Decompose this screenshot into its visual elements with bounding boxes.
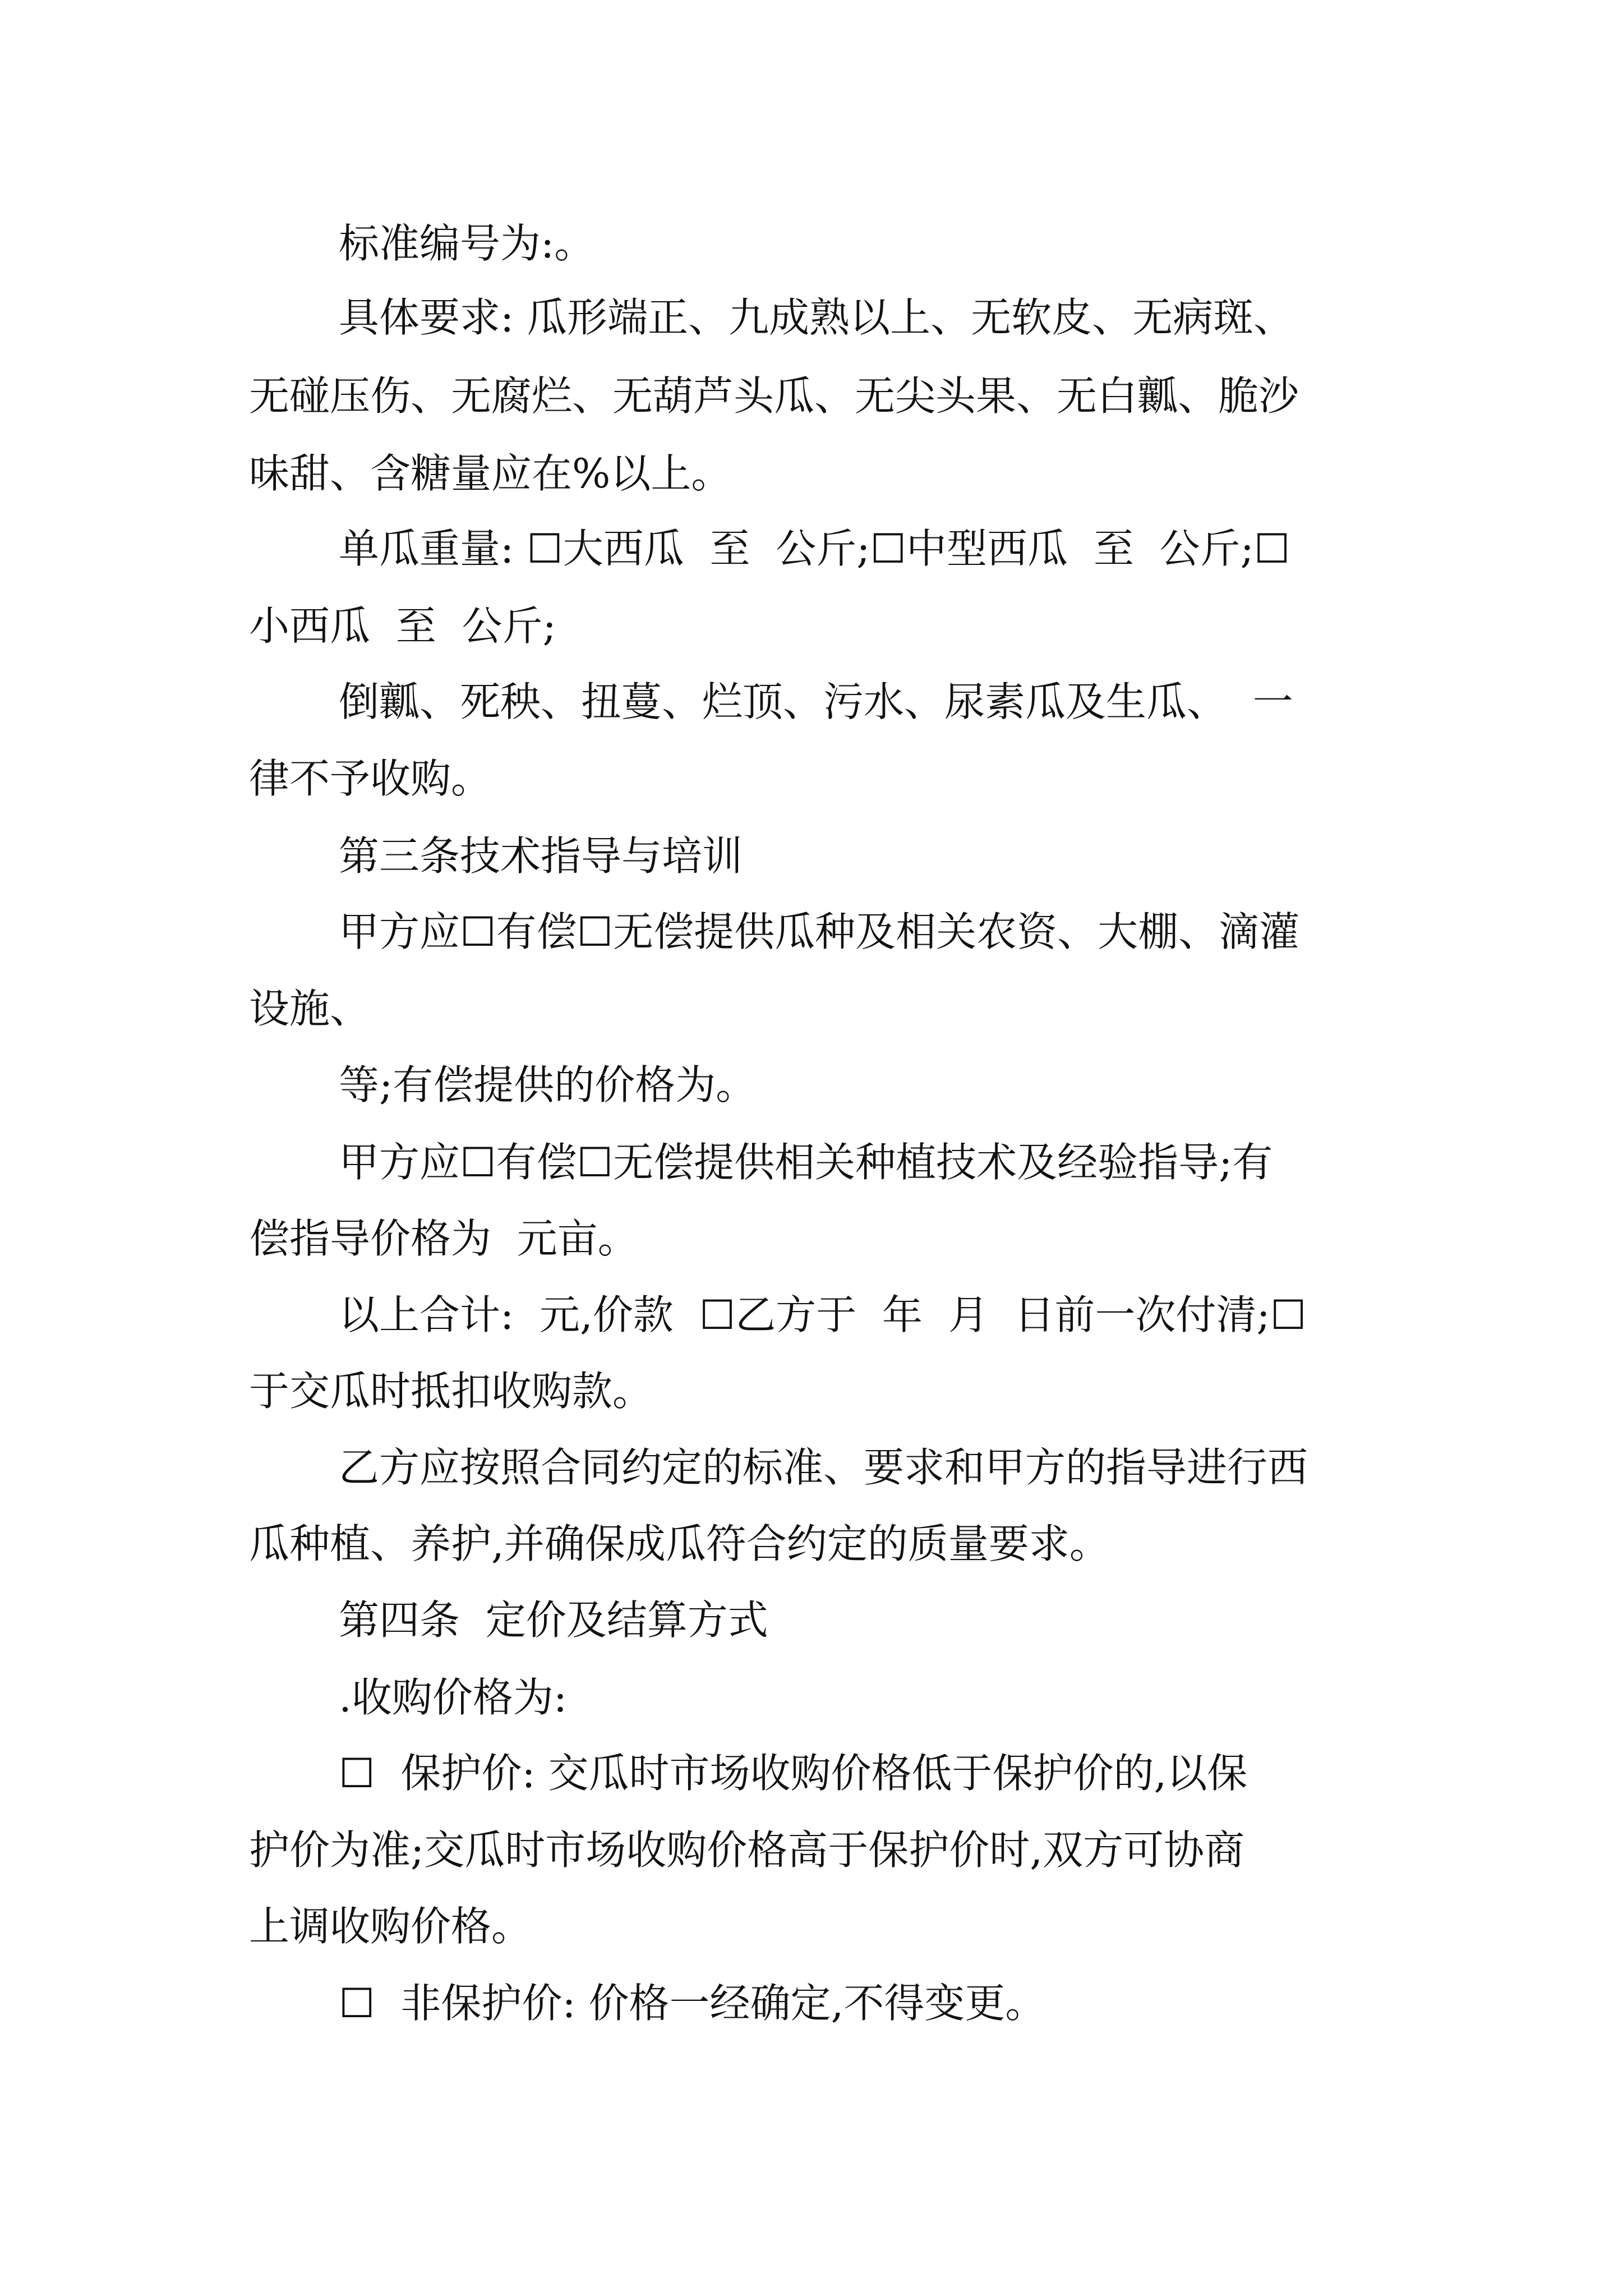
single-melon-weight-line-1: 单瓜重量: ☐大西瓜 至 公斤;☐中型西瓜 至 公斤;☐ (339, 525, 1290, 572)
rejection-line-1: 倒瓤、死秧、扭蔓、烂顶、污水、尿素瓜及生瓜、 一 (339, 678, 1293, 725)
party-b-duty-line-1: 乙方应按照合同约定的标准、要求和甲方的指导进行西 (339, 1444, 1308, 1491)
supply-line-2: 设施、 (249, 985, 371, 1032)
total-payment-line-2: 于交瓜时抵扣收购款。 (249, 1368, 653, 1415)
technical-guidance-line-1: 甲方应☐有偿☐无偿提供相关种植技术及经验指导;有 (339, 1139, 1273, 1186)
supply-price-line: 等;有偿提供的价格为。 (339, 1061, 757, 1108)
supply-line-1: 甲方应☐有偿☐无偿提供瓜种及相关农资、大棚、滴灌 (339, 908, 1300, 955)
party-b-duty-line-2: 瓜种植、养护,并确保成瓜符合约定的质量要求。 (249, 1520, 1110, 1567)
standard-number-line: 标准编号为:。 (339, 220, 595, 267)
article-three-heading: 第三条技术指导与培训 (339, 832, 743, 880)
protected-price-line-3: 上调收购价格。 (249, 1903, 532, 1950)
non-protected-price-line: ☐ 非保护价: 价格一经确定,不得变更。 (339, 1980, 1046, 2027)
technical-guidance-line-2: 偿指导价格为 元亩。 (249, 1215, 638, 1262)
requirements-line-3: 味甜、含糖量应在%以上。 (249, 450, 732, 497)
protected-price-line-2: 护价为准;交瓜时市场收购价格高于保护价时,双方可协商 (249, 1826, 1245, 1874)
rejection-line-2: 律不予收购。 (249, 755, 492, 802)
purchase-price-label: .收购价格为: (339, 1674, 568, 1721)
requirements-line-2: 无碰压伤、无腐烂、无葫芦头瓜、无尖头果、无白瓤、脆沙 (249, 372, 1299, 420)
single-melon-weight-line-2: 小西瓜 至 公斤; (249, 602, 556, 650)
requirements-line-1: 具体要求: 瓜形端正、九成熟以上、无软皮、无病斑、 (339, 294, 1294, 341)
article-four-heading: 第四条 定价及结算方式 (339, 1596, 768, 1644)
protected-price-line-1: ☐ 保护价: 交瓜时市场收购价格低于保护价的,以保 (339, 1750, 1248, 1797)
total-payment-line-1: 以上合计: 元,价款 ☐乙方于 年 月 日前一次付清;☐ (339, 1291, 1307, 1338)
